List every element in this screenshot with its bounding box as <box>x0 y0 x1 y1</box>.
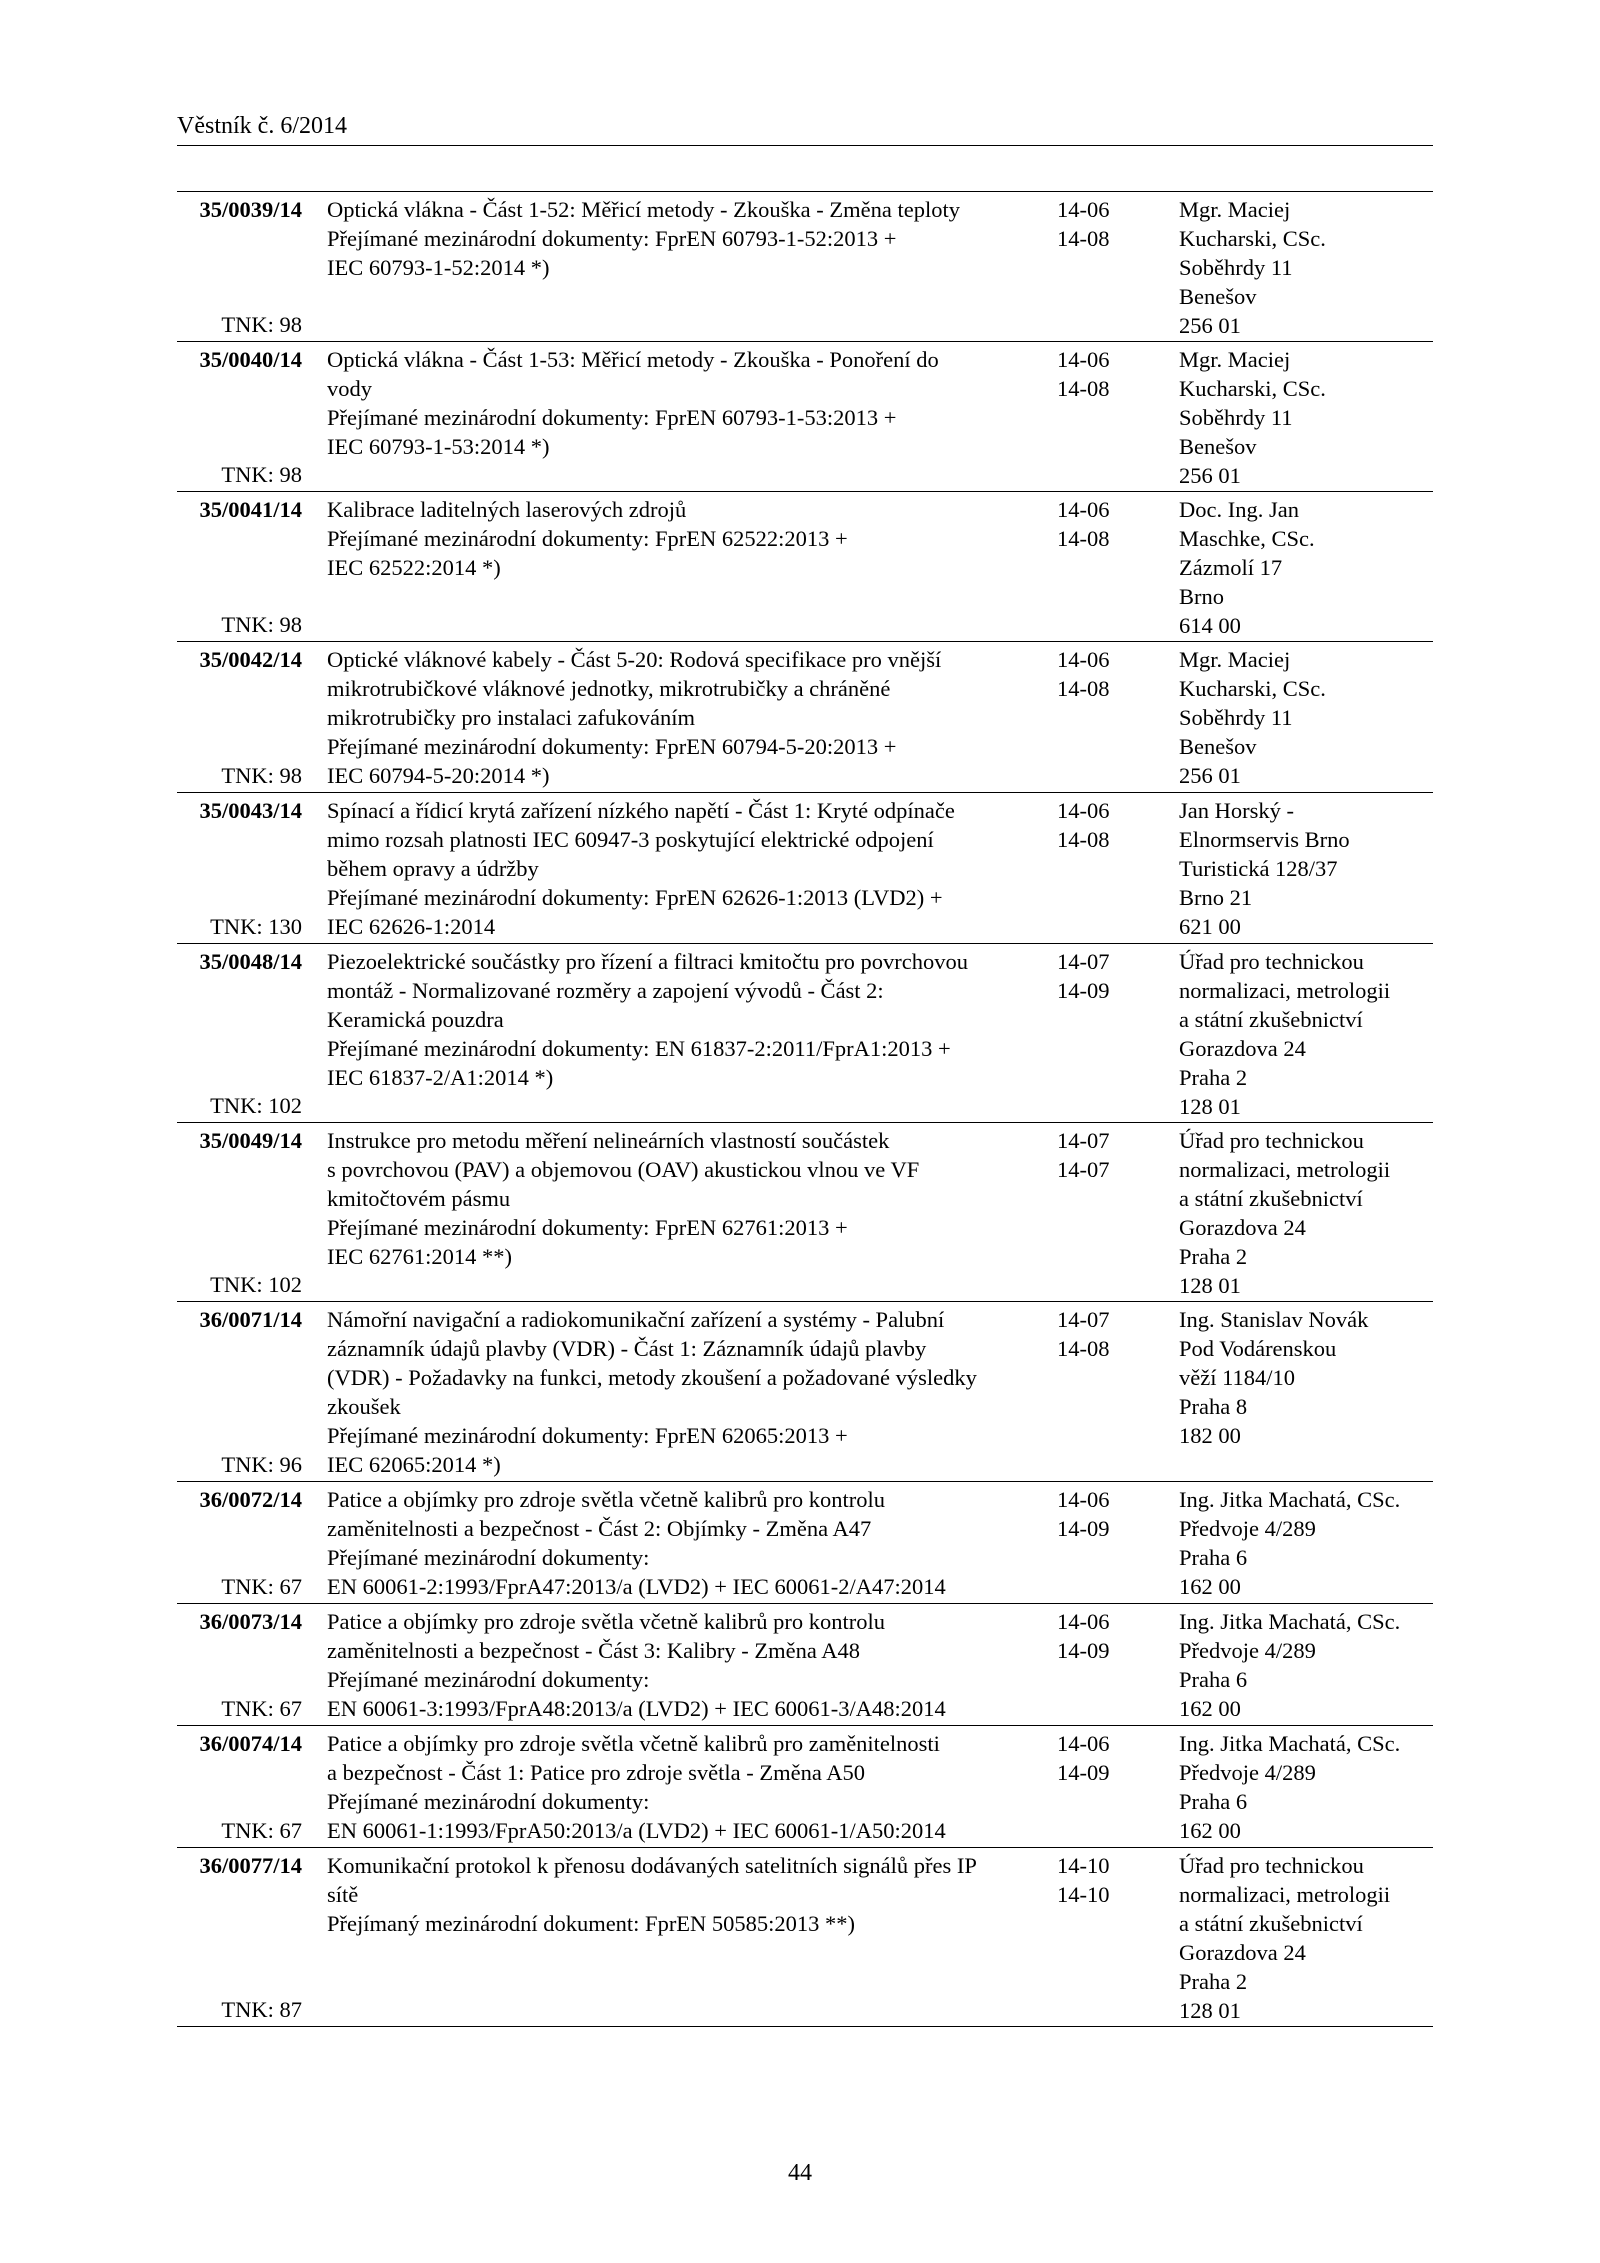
title-line: sítě <box>327 1882 359 1907</box>
address-line: Mgr. Maciej <box>1179 647 1291 672</box>
dates-cell <box>1057 1485 1167 1543</box>
address-line: 256 01 <box>1179 463 1241 488</box>
date-value: 14-07 <box>1057 1157 1110 1182</box>
title-line: (VDR) - Požadavky na funkci, metody zkoušení a požadované výsledky <box>327 1365 977 1390</box>
dates-cell <box>1057 1607 1167 1665</box>
date-value: 14-10 <box>1057 1853 1110 1878</box>
dates-cell <box>1057 1126 1167 1184</box>
address-cell <box>1179 345 1433 490</box>
title-line: Přejímané mezinárodní dokumenty: FprEN 60793-1-52:2013 + <box>327 226 897 251</box>
address-line: Soběhrdy 11 <box>1179 705 1293 730</box>
address-line: Brno 21 <box>1179 885 1253 910</box>
date-value: 14-08 <box>1057 827 1110 852</box>
address-line: a státní zkušebnictví <box>1179 1007 1363 1032</box>
address-cell <box>1179 1851 1433 2025</box>
code-cell <box>177 495 302 639</box>
title-line: montáž - Normalizované rozměry a zapojení vývodů - Část 2: <box>327 978 884 1003</box>
title-line: během opravy a údržby <box>327 856 539 881</box>
address-line: Praha 2 <box>1179 1065 1248 1090</box>
title-line: zaměnitelnosti a bezpečnost - Část 2: Objímky - Změna A47 <box>327 1516 872 1541</box>
standard-code: 35/0039/14 <box>199 197 302 222</box>
address-line: Soběhrdy 11 <box>1179 255 1293 280</box>
title-line: Piezoelektrické součástky pro řízení a filtraci kmitočtu pro povrchovou <box>327 949 969 974</box>
title-line: mikrotrubičkové vláknové jednotky, mikrotrubičky a chráněné <box>327 676 891 701</box>
address-line: Turistická 128/37 <box>1179 856 1338 881</box>
date-value: 14-07 <box>1057 949 1110 974</box>
dates-cell <box>1057 345 1167 403</box>
title-line: Přejímané mezinárodní dokumenty: <box>327 1545 650 1570</box>
date-value: 14-06 <box>1057 1731 1110 1756</box>
title-cell <box>327 495 1047 582</box>
address-line: Elnormservis Brno <box>1179 827 1350 852</box>
date-value: 14-06 <box>1057 347 1110 372</box>
table-row <box>177 1848 1433 2027</box>
standard-code: 36/0072/14 <box>199 1487 302 1512</box>
title-cell <box>327 1485 1047 1601</box>
title-cell <box>327 645 1047 790</box>
address-line: Praha 2 <box>1179 1969 1248 1994</box>
title-line: Patice a objímky pro zdroje světla včetně kalibrů pro kontrolu <box>327 1487 885 1512</box>
address-line: normalizaci, metrologii <box>1179 978 1391 1003</box>
address-line: 128 01 <box>1179 1094 1241 1119</box>
address-line: Praha 2 <box>1179 1244 1248 1269</box>
date-value: 14-08 <box>1057 676 1110 701</box>
address-line: 614 00 <box>1179 613 1241 638</box>
address-cell <box>1179 195 1433 340</box>
title-cell <box>327 345 1047 461</box>
title-line: Přejímané mezinárodní dokumenty: FprEN 62761:2013 + <box>327 1215 848 1240</box>
title-line: Komunikační protokol k přenosu dodávaných satelitních signálů přes IP <box>327 1853 977 1878</box>
title-line: EN 60061-3:1993/FprA48:2013/a (LVD2) + IEC 60061-3/A48:2014 <box>327 1696 946 1721</box>
address-line: Předvoje 4/289 <box>1179 1638 1316 1663</box>
title-cell <box>327 796 1047 941</box>
address-line: Mgr. Maciej <box>1179 197 1291 222</box>
tnk-label: TNK: 130 <box>210 914 302 939</box>
dates-cell <box>1057 1305 1167 1363</box>
title-line: IEC 61837-2/A1:2014 *) <box>327 1065 554 1090</box>
table-row <box>177 642 1433 793</box>
title-line: IEC 62626-1:2014 <box>327 914 496 939</box>
address-line: Předvoje 4/289 <box>1179 1760 1316 1785</box>
address-line: Praha 6 <box>1179 1789 1248 1814</box>
title-line: IEC 60794-5-20:2014 *) <box>327 763 550 788</box>
table-row <box>177 1482 1433 1604</box>
standard-code: 36/0074/14 <box>199 1731 302 1756</box>
title-line: Optická vlákna - Část 1-52: Měřicí metody - Zkouška - Změna teploty <box>327 197 960 222</box>
address-line: 621 00 <box>1179 914 1241 939</box>
title-line: Kalibrace laditelných laserových zdrojů <box>327 497 687 522</box>
table-row <box>177 793 1433 944</box>
date-value: 14-06 <box>1057 1609 1110 1634</box>
title-line: s povrchovou (PAV) a objemovou (OAV) akustickou vlnou ve VF <box>327 1157 920 1182</box>
title-line: Spínací a řídicí krytá zařízení nízkého napětí - Část 1: Kryté odpínače <box>327 798 955 823</box>
address-line: Zázmolí 17 <box>1179 555 1283 580</box>
date-value: 14-09 <box>1057 1516 1110 1541</box>
address-line: Praha 8 <box>1179 1394 1248 1419</box>
address-line: normalizaci, metrologii <box>1179 1882 1391 1907</box>
title-line: Přejímaný mezinárodní dokument: FprEN 50585:2013 **) <box>327 1911 856 1936</box>
title-line: IEC 62522:2014 *) <box>327 555 501 580</box>
title-line: záznamník údajů plavby (VDR) - Část 1: Záznamník údajů plavby <box>327 1336 927 1361</box>
address-line: Ing. Stanislav Novák <box>1179 1307 1369 1332</box>
title-line: Optická vlákna - Část 1-53: Měřicí metody - Zkouška - Ponoření do <box>327 347 939 372</box>
standard-code: 36/0077/14 <box>199 1853 302 1878</box>
standard-code: 35/0043/14 <box>199 798 302 823</box>
code-cell <box>177 345 302 489</box>
date-value: 14-06 <box>1057 798 1110 823</box>
address-line: Pod Vodárenskou <box>1179 1336 1337 1361</box>
table-row <box>177 944 1433 1123</box>
address-line: Maschke, CSc. <box>1179 526 1315 551</box>
table-row <box>177 492 1433 642</box>
date-value: 14-06 <box>1057 1487 1110 1512</box>
title-line: a bezpečnost - Část 1: Patice pro zdroje světla - Změna A50 <box>327 1760 865 1785</box>
title-line: Instrukce pro metodu měření nelineárních vlastností součástek <box>327 1128 890 1153</box>
code-cell <box>177 195 302 339</box>
title-line: IEC 60793-1-53:2014 *) <box>327 434 550 459</box>
address-line: Ing. Jitka Machatá, CSc. <box>1179 1609 1401 1634</box>
tnk-label: TNK: 87 <box>221 1997 302 2022</box>
code-cell <box>177 1607 302 1723</box>
address-line: 162 00 <box>1179 1696 1241 1721</box>
title-line: kmitočtovém pásmu <box>327 1186 511 1211</box>
date-value: 14-06 <box>1057 647 1110 672</box>
title-line: Přejímané mezinárodní dokumenty: <box>327 1789 650 1814</box>
title-line: Přejímané mezinárodní dokumenty: FprEN 62626-1:2013 (LVD2) + <box>327 885 943 910</box>
address-line: Jan Horský - <box>1179 798 1294 823</box>
date-value: 14-07 <box>1057 1128 1110 1153</box>
tnk-label: TNK: 98 <box>221 312 302 337</box>
address-cell <box>1179 796 1433 941</box>
tnk-label: TNK: 98 <box>221 462 302 487</box>
address-line: Brno <box>1179 584 1224 609</box>
table-row <box>177 1604 1433 1726</box>
address-cell <box>1179 947 1433 1121</box>
title-cell <box>327 1126 1047 1271</box>
address-line: věží 1184/10 <box>1179 1365 1296 1390</box>
standard-code: 35/0040/14 <box>199 347 302 372</box>
title-line: IEC 62065:2014 *) <box>327 1452 501 1477</box>
title-line: Námořní navigační a radiokomunikační zařízení a systémy - Palubní <box>327 1307 945 1332</box>
tnk-label: TNK: 67 <box>221 1818 302 1843</box>
title-cell <box>327 947 1047 1092</box>
tnk-label: TNK: 98 <box>221 763 302 788</box>
code-cell <box>177 1851 302 2024</box>
dates-cell <box>1057 495 1167 553</box>
date-value: 14-10 <box>1057 1882 1110 1907</box>
title-line: mikrotrubičky pro instalaci zafukováním <box>327 705 696 730</box>
title-line: Patice a objímky pro zdroje světla včetně kalibrů pro kontrolu <box>327 1609 885 1634</box>
standard-code: 36/0073/14 <box>199 1609 302 1634</box>
table-row <box>177 1302 1433 1482</box>
title-line: Přejímané mezinárodní dokumenty: FprEN 62065:2013 + <box>327 1423 848 1448</box>
address-line: 162 00 <box>1179 1574 1241 1599</box>
dates-cell <box>1057 947 1167 1005</box>
tnk-label: TNK: 102 <box>210 1093 302 1118</box>
address-line: a státní zkušebnictví <box>1179 1911 1363 1936</box>
title-line: EN 60061-1:1993/FprA50:2013/a (LVD2) + IEC 60061-1/A50:2014 <box>327 1818 946 1843</box>
standard-code: 36/0071/14 <box>199 1307 302 1332</box>
title-cell <box>327 1851 1047 1938</box>
title-cell <box>327 1607 1047 1723</box>
table-row <box>177 342 1433 492</box>
address-line: Benešov <box>1179 434 1257 459</box>
title-line: Přejímané mezinárodní dokumenty: <box>327 1667 650 1692</box>
tnk-label: TNK: 67 <box>221 1696 302 1721</box>
address-line: Kucharski, CSc. <box>1179 226 1326 251</box>
address-line: Soběhrdy 11 <box>1179 405 1293 430</box>
address-line: Praha 6 <box>1179 1545 1248 1570</box>
address-line: Gorazdova 24 <box>1179 1036 1306 1061</box>
address-cell <box>1179 1305 1433 1450</box>
standards-table <box>177 191 1433 2027</box>
table-row <box>177 1123 1433 1302</box>
address-line: Úřad pro technickou <box>1179 1128 1364 1153</box>
title-line: IEC 60793-1-52:2014 *) <box>327 255 550 280</box>
code-cell <box>177 1126 302 1299</box>
date-value: 14-06 <box>1057 497 1110 522</box>
dates-cell <box>1057 645 1167 703</box>
dates-cell <box>1057 1851 1167 1909</box>
standard-code: 35/0041/14 <box>199 497 302 522</box>
address-line: Benešov <box>1179 284 1257 309</box>
tnk-label: TNK: 96 <box>221 1452 302 1477</box>
title-line: Keramická pouzdra <box>327 1007 504 1032</box>
address-line: Předvoje 4/289 <box>1179 1516 1316 1541</box>
title-line: mimo rozsah platnosti IEC 60947-3 poskytující elektrické odpojení <box>327 827 934 852</box>
address-line: Benešov <box>1179 734 1257 759</box>
address-line: 128 01 <box>1179 1273 1241 1298</box>
address-line: 182 00 <box>1179 1423 1241 1448</box>
address-line: 256 01 <box>1179 763 1241 788</box>
date-value: 14-07 <box>1057 1307 1110 1332</box>
title-cell <box>327 1729 1047 1845</box>
address-line: Praha 6 <box>1179 1667 1248 1692</box>
title-line: Přejímané mezinárodní dokumenty: FprEN 62522:2013 + <box>327 526 848 551</box>
dates-cell <box>1057 796 1167 854</box>
address-cell <box>1179 1607 1433 1723</box>
title-line: Optické vláknové kabely - Část 5-20: Rodová specifikace pro vnější <box>327 647 942 672</box>
address-line: Ing. Jitka Machatá, CSc. <box>1179 1487 1401 1512</box>
date-value: 14-09 <box>1057 1638 1110 1663</box>
title-line: IEC 62761:2014 **) <box>327 1244 512 1269</box>
address-line: Doc. Ing. Jan <box>1179 497 1299 522</box>
code-cell <box>177 947 302 1120</box>
tnk-label: TNK: 102 <box>210 1272 302 1297</box>
date-value: 14-09 <box>1057 1760 1110 1785</box>
title-line: zaměnitelnosti a bezpečnost - Část 3: Kalibry - Změna A48 <box>327 1638 860 1663</box>
tnk-label: TNK: 67 <box>221 1574 302 1599</box>
address-line: Kucharski, CSc. <box>1179 376 1326 401</box>
code-cell <box>177 796 302 941</box>
address-line: Mgr. Maciej <box>1179 347 1291 372</box>
dates-cell <box>1057 195 1167 253</box>
date-value: 14-09 <box>1057 978 1110 1003</box>
title-line: Přejímané mezinárodní dokumenty: FprEN 60793-1-53:2013 + <box>327 405 897 430</box>
address-cell <box>1179 645 1433 790</box>
address-line: normalizaci, metrologii <box>1179 1157 1391 1182</box>
date-value: 14-08 <box>1057 526 1110 551</box>
table-row <box>177 192 1433 342</box>
address-cell <box>1179 1126 1433 1300</box>
title-line: Přejímané mezinárodní dokumenty: EN 61837-2:2011/FprA1:2013 + <box>327 1036 951 1061</box>
date-value: 14-06 <box>1057 197 1110 222</box>
title-cell <box>327 195 1047 282</box>
title-line: Přejímané mezinárodní dokumenty: FprEN 60794-5-20:2013 + <box>327 734 897 759</box>
title-line: EN 60061-2:1993/FprA47:2013/a (LVD2) + IEC 60061-2/A47:2014 <box>327 1574 946 1599</box>
title-line: zkoušek <box>327 1394 401 1419</box>
address-line: Úřad pro technickou <box>1179 949 1364 974</box>
address-line: Ing. Jitka Machatá, CSc. <box>1179 1731 1401 1756</box>
standard-code: 35/0049/14 <box>199 1128 302 1153</box>
code-cell <box>177 1485 302 1601</box>
address-cell <box>1179 495 1433 640</box>
page-header-title: Věstník č. 6/2014 <box>177 113 347 139</box>
address-line: Kucharski, CSc. <box>1179 676 1326 701</box>
address-line: 128 01 <box>1179 1998 1241 2023</box>
standard-code: 35/0042/14 <box>199 647 302 672</box>
date-value: 14-08 <box>1057 376 1110 401</box>
address-line: Gorazdova 24 <box>1179 1215 1306 1240</box>
header-divider <box>177 145 1433 146</box>
address-line: 256 01 <box>1179 313 1241 338</box>
address-line: Gorazdova 24 <box>1179 1940 1306 1965</box>
code-cell <box>177 1305 302 1479</box>
title-line: Patice a objímky pro zdroje světla včetně kalibrů pro zaměnitelnosti <box>327 1731 940 1756</box>
page-number: 44 <box>788 2160 812 2186</box>
address-cell <box>1179 1729 1433 1845</box>
address-line: Úřad pro technickou <box>1179 1853 1364 1878</box>
code-cell <box>177 1729 302 1845</box>
title-line: vody <box>327 376 372 401</box>
table-row <box>177 1726 1433 1848</box>
address-cell <box>1179 1485 1433 1601</box>
standard-code: 35/0048/14 <box>199 949 302 974</box>
tnk-label: TNK: 98 <box>221 612 302 637</box>
date-value: 14-08 <box>1057 226 1110 251</box>
title-cell <box>327 1305 1047 1479</box>
code-cell <box>177 645 302 790</box>
address-line: a státní zkušebnictví <box>1179 1186 1363 1211</box>
date-value: 14-08 <box>1057 1336 1110 1361</box>
dates-cell <box>1057 1729 1167 1787</box>
address-line: 162 00 <box>1179 1818 1241 1843</box>
